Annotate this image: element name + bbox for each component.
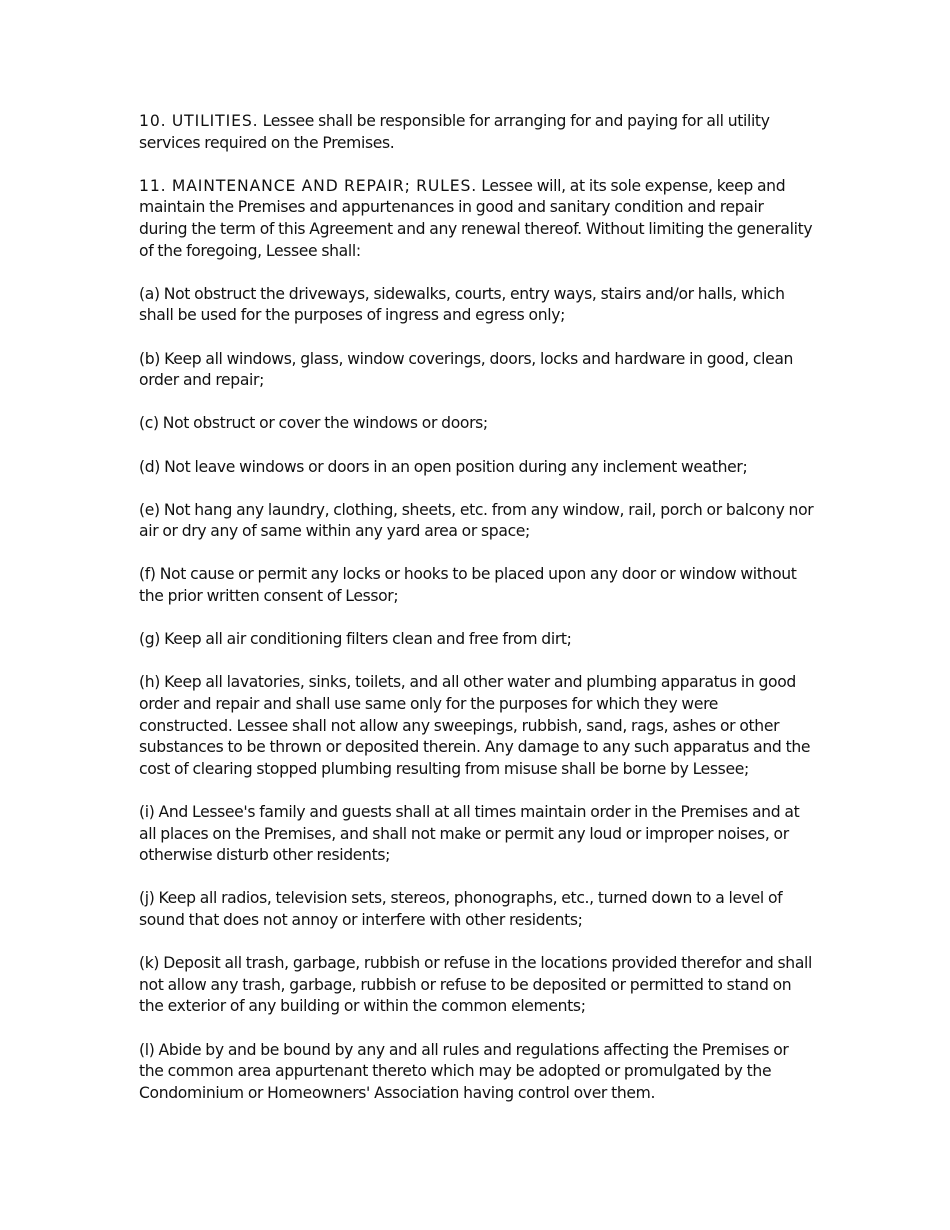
item-a: (a) Not obstruct the driveways, sidewalks, courts, entry ways, stairs and/or halls, which shall be used for the purposes of ingress and egress only; (139, 284, 785, 325)
item-h: (h) Keep all lavatories, sinks, toilets, and all other water and plumbing apparatus in good order and repair and shall use same only for the purposes for which they were constructed. Lessee shall not allow any sweepings, rubbish, sand, rags, ashes or other substances to be thrown or deposited therein. Any damage to any such apparatus and the cost of clearing stopped plumbing resulting from misuse shall be borne by Lessee; (139, 673, 811, 778)
item-k: (k) Deposit all trash, garbage, rubbish or refuse in the locations provided therefor and shall not allow any trash, garbage, rubbish or refuse to be deposited or permitted to stand on the exterior of any building or within the common elements; (139, 954, 812, 1016)
item-b: (b) Keep all windows, glass, window coverings, doors, locks and hardware in good, clean order and repair; (139, 349, 794, 390)
document-body (139, 111, 815, 1126)
item-f: (f) Not cause or permit any locks or hooks to be placed upon any door or window without the prior written consent of Lessor; (139, 565, 797, 606)
item-l: (l) Abide by and be bound by any and all rules and regulations affecting the Premises or the common area appurtenant thereto which may be adopted or promulgated by the Condominium or Homeowners' Association having control over them. (139, 1040, 789, 1102)
section-11-heading: 11. MAINTENANCE AND REPAIR; RULES. (139, 176, 478, 195)
item-g: (g) Keep all air conditioning filters clean and free from dirt; (139, 630, 572, 649)
item-c: (c) Not obstruct or cover the windows or doors; (139, 414, 488, 433)
section-11-text: Lessee will, at its sole expense, keep and maintain the Premises and appurtenances in good and sanitary condition and repair during the term of this Agreement and any renewal thereof. Without limiting the generality of the foregoing, Lessee shall: (139, 176, 813, 260)
item-i: (i) And Lessee's family and guests shall at all times maintain order in the Premises and at all places on the Premises, and shall not make or permit any loud or improper noises, or otherwise disturb other residents; (139, 803, 800, 865)
item-j: (j) Keep all radios, television sets, stereos, phonographs, etc., turned down to a level of sound that does not annoy or interfere with other residents; (139, 889, 783, 929)
section-10-heading: 10. UTILITIES. (139, 112, 259, 130)
section-10-paragraph (139, 111, 815, 154)
item-e: (e) Not hang any laundry, clothing, sheets, etc. from any window, rail, porch or balcony nor air or dry any of same within any yard area or space; (139, 500, 814, 541)
section-11-paragraph (139, 176, 815, 262)
item-d: (d) Not leave windows or doors in an open position during any inclement weather; (139, 457, 748, 476)
section-10-text: Lessee shall be responsible for arranging for and paying for all utility services required on the Premises. (139, 112, 770, 152)
